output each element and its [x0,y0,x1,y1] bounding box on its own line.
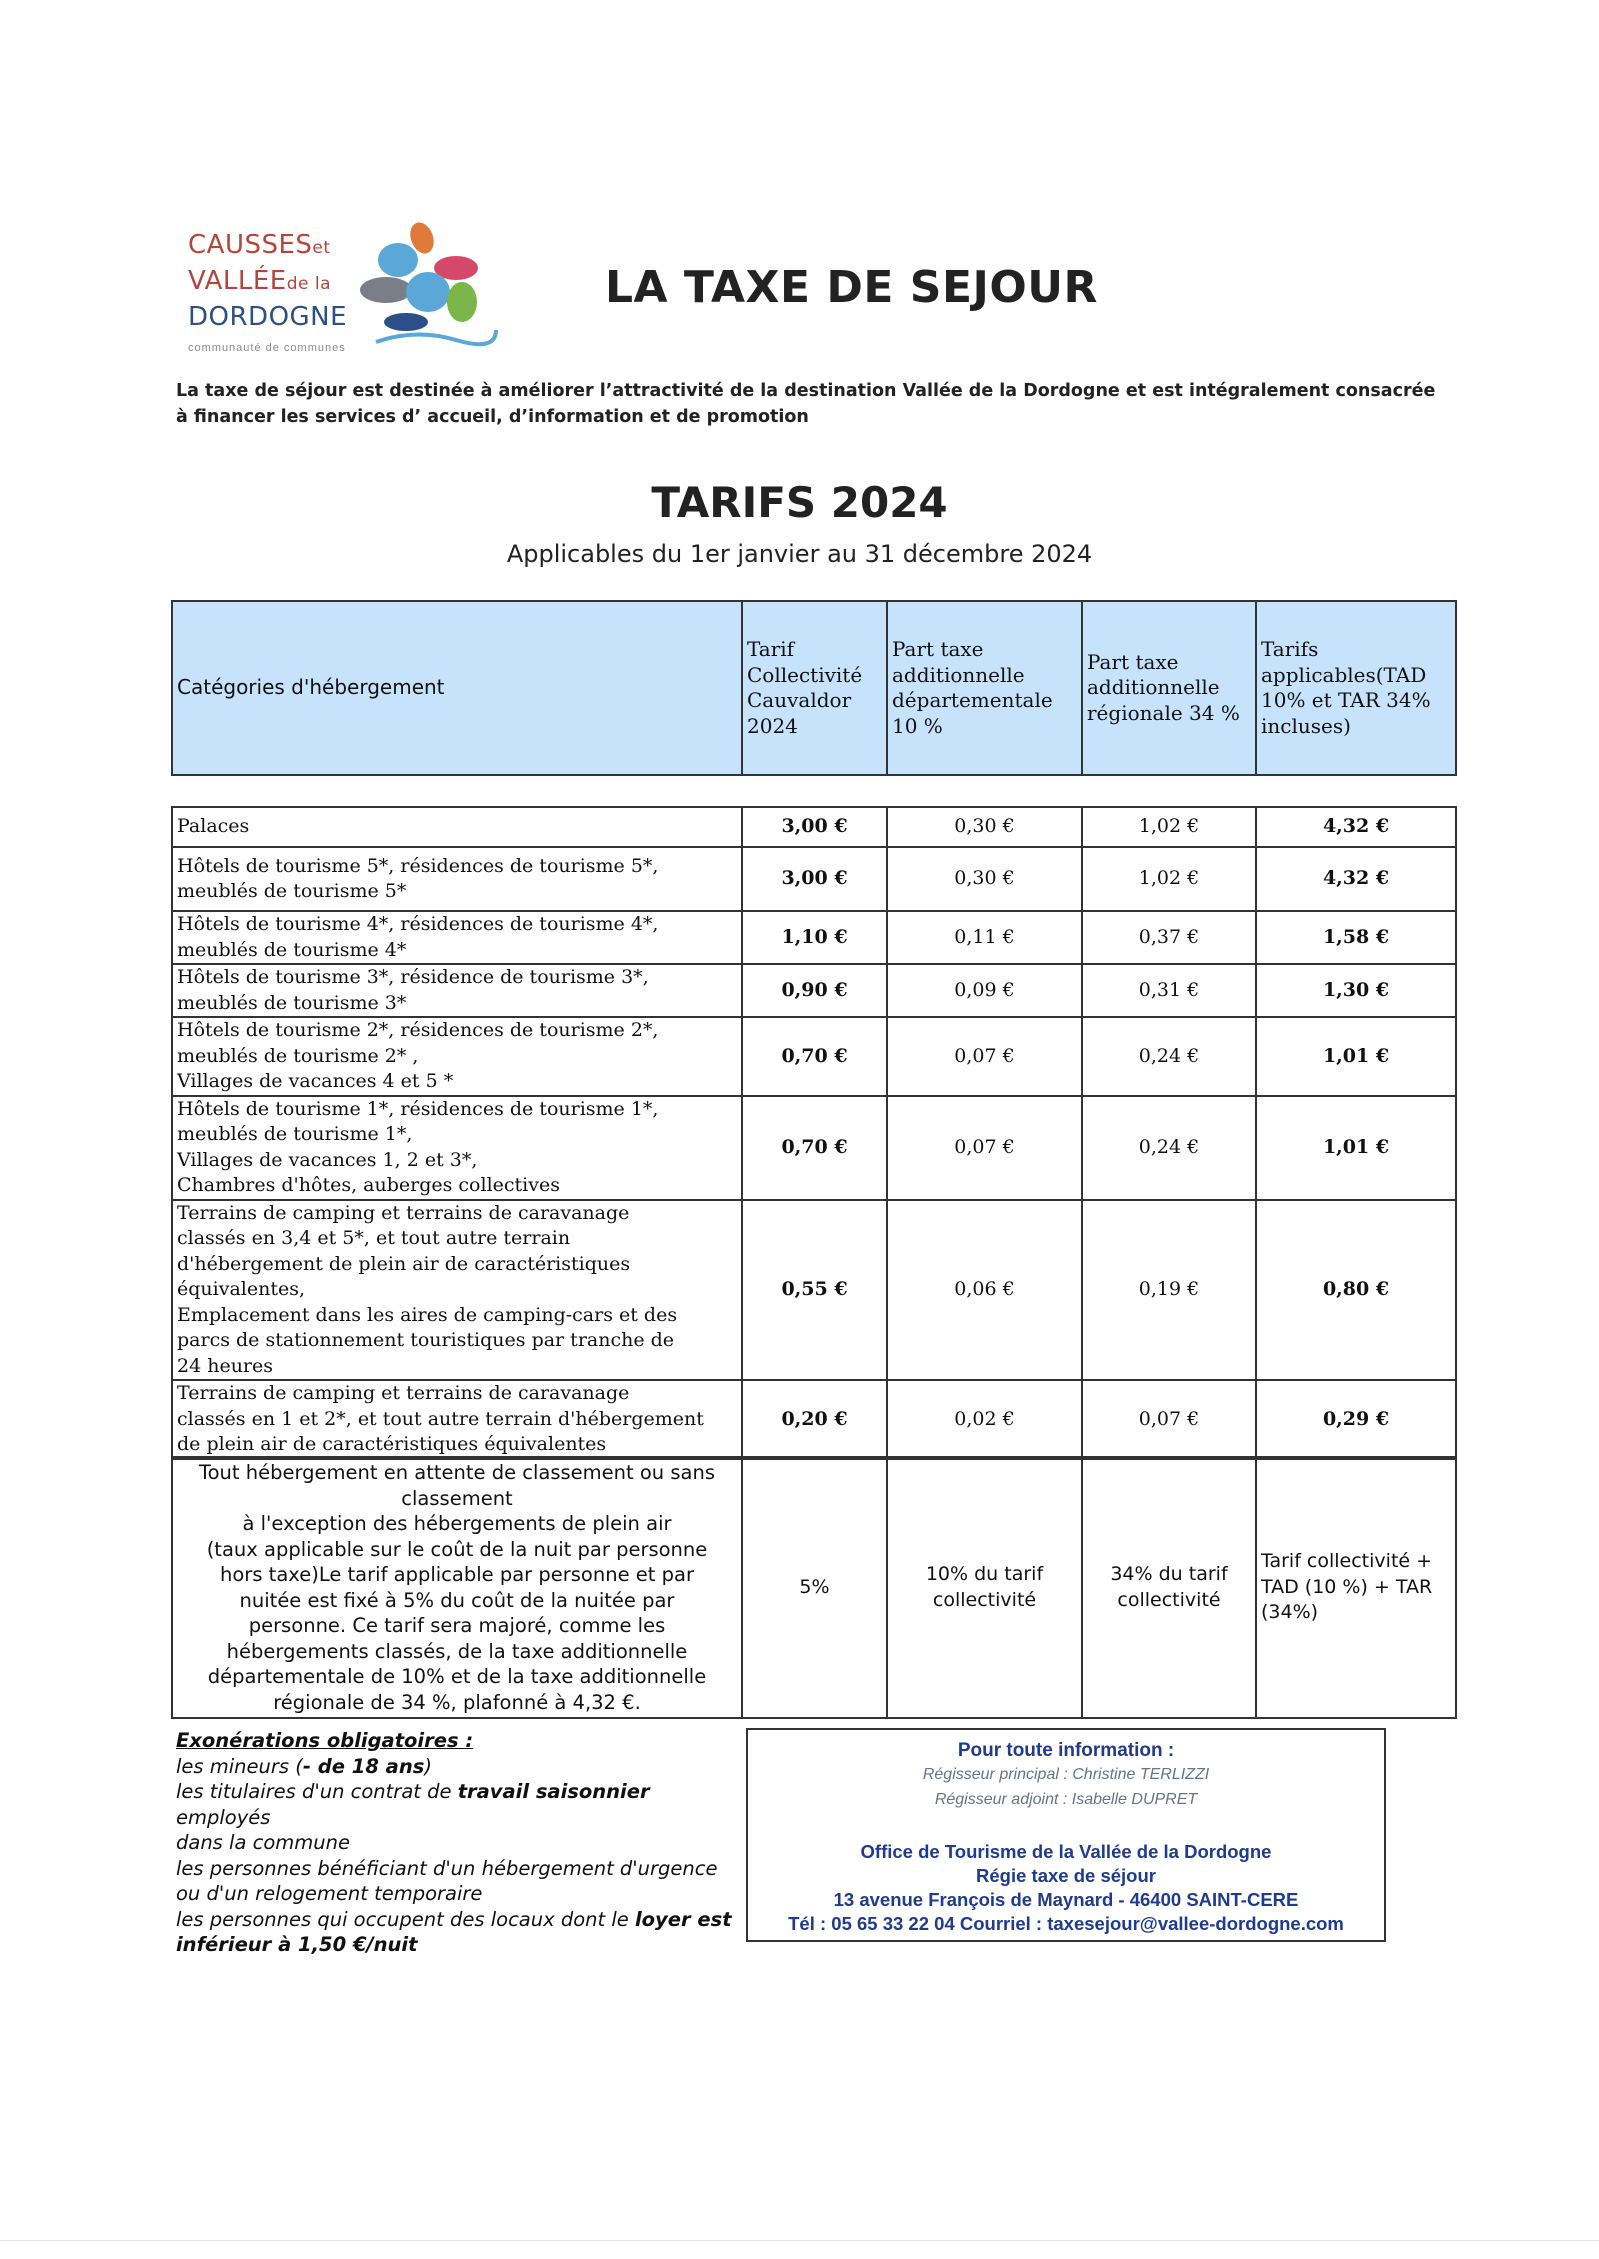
info-principal: Régisseur principal : Christine TERLIZZI [922,1766,1210,1783]
tar-cell: 0,37 € [1082,911,1256,964]
tad-cell: 0,02 € [887,1380,1082,1459]
info-address: 13 avenue François de Maynard - 46400 SAINT-CERE [833,1889,1299,1910]
table-row [172,911,1456,964]
exonerations-block [176,1728,736,1958]
unclassified-tad: 10% du tarif collectivité [887,1457,1082,1718]
table-row [172,1017,1456,1096]
unclassified-tarif: 5% [742,1457,887,1718]
tad-cell: 0,07 € [887,1017,1082,1096]
total-cell: 0,80 € [1256,1200,1456,1381]
info-adjoint: Régisseur adjoint : Isabelle DUPRET [934,1791,1198,1808]
logo-subtitle: communauté de communes [188,342,346,354]
logo-line-vallee: VALLÉEde la [188,266,332,296]
tar-cell: 0,31 € [1082,964,1256,1017]
exoneration-item: les mineurs (- de 18 ans) [176,1754,432,1778]
tar-cell: 1,02 € [1082,847,1256,911]
header-tar: Part taxe additionnelle régionale 34 % [1082,601,1256,775]
tarif-cell: 3,00 € [742,847,887,911]
pebbles-logo-icon [356,220,501,355]
total-cell: 1,58 € [1256,911,1456,964]
logo-line-dordogne: DORDOGNE [188,302,348,332]
header-tarif: Tarif Collectivité Cauvaldor 2024 [742,601,887,775]
total-cell: 4,32 € [1256,847,1456,911]
tar-cell: 0,24 € [1082,1096,1256,1200]
tarif-cell: 0,90 € [742,964,887,1017]
category-cell: Hôtels de tourisme 5*, résidences de tourisme 5*, meublés de tourisme 5* [172,847,742,911]
tarif-cell: 0,55 € [742,1200,887,1381]
category-cell: Hôtels de tourisme 1*, résidences de tourisme 1*, meublés de tourisme 1*, Villages de vacances 1, 2 et 3*, Chambres d'hôtes, auberges collectives [172,1096,742,1200]
tar-cell: 0,19 € [1082,1200,1256,1381]
exoneration-item-cont: ou d'un relogement temporaire [176,1882,483,1905]
table-row [172,1200,1456,1381]
info-contact: Tél : 05 65 33 22 04 Courriel : taxesejour@vallee-dordogne.com [788,1913,1344,1934]
category-cell: Palaces [172,807,742,847]
exonerations-title: Exonérations obligatoires : [176,1729,474,1752]
exoneration-item-cont: inférieur à 1,50 €/nuit [176,1933,418,1956]
table-row [172,1380,1456,1459]
category-cell: Terrains de camping et terrains de caravanage classés en 1 et 2*, et tout autre terrain d'hébergement de plein air de caractéristiques équivalentes [172,1380,742,1459]
tad-cell: 0,11 € [887,911,1082,964]
total-cell: 4,32 € [1256,807,1456,847]
category-cell: Terrains de camping et terrains de caravanage classés en 3,4 et 5*, et tout autre terrain d'hébergement de plein air de caractéristiques équivalentes, Emplacement dans les aires de camping-cars et des parcs de stationnement touristiques par tranche de 24 heures [172,1200,742,1381]
info-office-block [748,1840,1384,1936]
category-cell: Hôtels de tourisme 3*, résidence de tourisme 3*, meublés de tourisme 3* [172,964,742,1017]
tad-cell: 0,30 € [887,807,1082,847]
exoneration-item: les personnes qui occupent des locaux dont le loyer est [176,1907,732,1931]
tariff-table [171,600,1457,1460]
total-cell: 1,01 € [1256,1096,1456,1200]
total-cell: 1,01 € [1256,1017,1456,1096]
table-row [172,1457,1456,1718]
info-regie: Régie taxe de séjour [976,1865,1156,1886]
info-office: Office de Tourisme de la Vallée de la Dordogne [860,1841,1272,1862]
table-row [172,964,1456,1017]
tad-cell: 0,07 € [887,1096,1082,1200]
tar-cell: 0,07 € [1082,1380,1256,1459]
tarif-cell: 0,20 € [742,1380,887,1459]
page-divider [0,2240,1599,2241]
table-header-row [172,601,1456,775]
tarifs-title: TARIFS 2024 [651,478,948,527]
tarif-cell: 0,70 € [742,1017,887,1096]
tarif-cell: 0,70 € [742,1096,887,1200]
unclassified-total: Tarif collectivité + TAD (10 %) + TAR (34%) [1256,1457,1456,1718]
table-row [172,807,1456,847]
tarif-cell: 3,00 € [742,807,887,847]
page-title: LA TAXE DE SEJOUR [605,262,1098,313]
tarif-cell: 1,10 € [742,911,887,964]
exoneration-item-cont: dans la commune [176,1831,350,1854]
unclassified-table [171,1456,1457,1719]
exoneration-item: les personnes bénéficiant d'un hébergement d'urgence [176,1856,718,1880]
intro-paragraph: La taxe de séjour est destinée à améliorer l’attractivité de la destination Vallée de la Dordogne et est intégralement consacrée à financer les services d’ accueil, d’information et de promotion [176,381,1436,427]
tad-cell: 0,09 € [887,964,1082,1017]
tad-cell: 0,06 € [887,1200,1082,1381]
total-cell: 1,30 € [1256,964,1456,1017]
table-row [172,1096,1456,1200]
header-category: Catégories d'hébergement [172,601,742,775]
tar-cell: 1,02 € [1082,807,1256,847]
tad-cell: 0,30 € [887,847,1082,911]
category-cell: Hôtels de tourisme 2*, résidences de tourisme 2*, meublés de tourisme 2* , Villages de vacances 4 et 5 * [172,1017,742,1096]
header-tad: Part taxe additionnelle départementale 10 % [887,601,1082,775]
header-total: Tarifs applicables(TAD 10% et TAR 34% incluses) [1256,601,1456,775]
logo-line-causses: CAUSSESet [188,230,331,260]
unclassified-description: Tout hébergement en attente de classement ou sans classement à l'exception des hébergements de plein air (taux applicable sur le coût de la nuit par personne hors taxe)Le tarif applicable par personne et par nuitée est fixé à 5% du coût de la nuitée par personne. Ce tarif sera majoré, comme les hébergements classés, de la taxe additionnelle départementale de 10% et de la taxe additionnelle régionale de 34 %, plafonné à 4,32 €. [172,1457,742,1718]
logo [188,220,498,360]
total-cell: 0,29 € [1256,1380,1456,1459]
tar-cell: 0,24 € [1082,1017,1256,1096]
exoneration-item: les titulaires d'un contrat de travail saisonnier employés [176,1780,650,1829]
category-cell: Hôtels de tourisme 4*, résidences de tourisme 4*, meublés de tourisme 4* [172,911,742,964]
contact-info-box [746,1728,1386,1942]
tarifs-subtitle: Applicables du 1er janvier au 31 décembre 2024 [506,540,1093,568]
table-row [172,847,1456,911]
unclassified-tar: 34% du tarif collectivité [1082,1457,1256,1718]
table-spacer [172,775,1456,807]
info-title: Pour toute information : [957,1740,1175,1761]
